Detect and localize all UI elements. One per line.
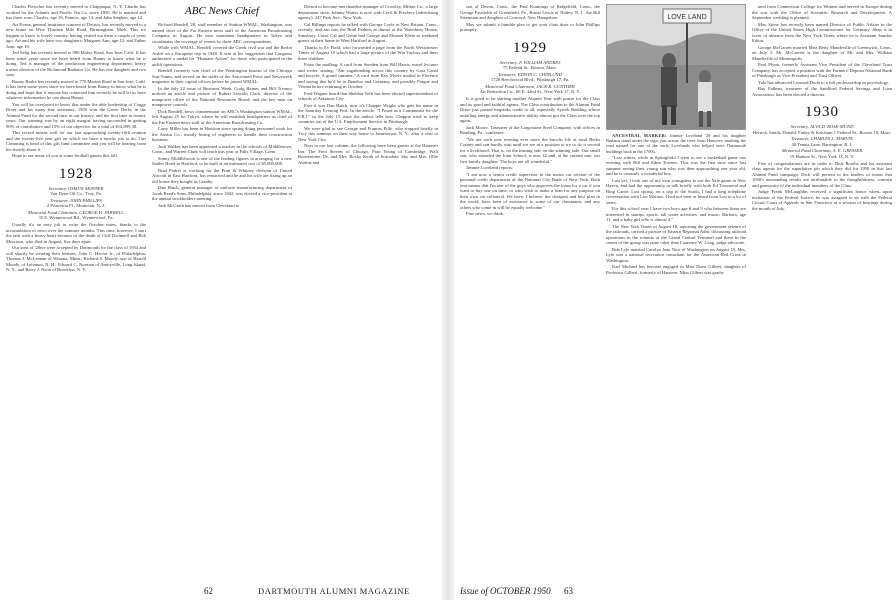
class-officer	[460, 60, 600, 71]
right-column-3	[752, 4, 892, 592]
paragraph: Jack McGrath has moved from Cleveland to	[158, 202, 240, 208]
class-officer	[460, 84, 600, 95]
class-officer	[6, 210, 146, 221]
officer-address: 35 E. Wynnewood Rd., Wynnewood, Pa.	[38, 215, 114, 221]
paragraph: Dick Rendell, news commentator on ABC's Washington station WMAL, left August 25 for Tokyo, where he will establish headquarters as chief of the Far Eastern news staff of the American Broadcasting Co.	[152, 108, 292, 125]
paragraph: son of Devon, Conn., the Paul Kramings of Ridgefield, Conn., the George Fairfields of Greenfield, Pa., Bruno Lewis of Nutley, N. J., the Bill Steenman and daughter of Concord, New Hampshire.	[460, 4, 600, 20]
officer-address: Herrick, Smith, Donald, Farley & Ketchum 1 Federal St., Boston 10, Mass.	[752, 129, 892, 135]
paragraph: Art Evans, general insurance concern of Detroit, has recently moved to a new home on Wise Thirteen Mile Road, Birmingham, Mich. This we happen to know is lovely country, having visited out there a couple of years ago. Art and his wife have two daughters: Margaret Ann, age 12; and Father Joan, age 10.	[6, 21, 146, 49]
left-column-1	[6, 4, 146, 592]
right-column-2	[606, 4, 746, 592]
paragraph: You will be overjoyed to know that under the able leadership of Coggy Broer and his many fine assistants, 1950 won the Green Derby in the Alumni Fund for the second time in our history, and the first time in twenty years. Our winning was by an eight margin, having succeeded in getting 90% of contributors and 15% of our objective for a total of $14,899.38.	[6, 101, 146, 129]
paragraph: First it was Dan Hatch, now it's Chappie Wright who gets his name in the Saturday Evening Post. In the article, "I Posed as a Communist for the F.B.I." in the July 15 issue the author tells how Chappie tried to keep commies out of the U.S. Employment Service in Pittsburgh.	[298, 102, 438, 124]
paragraph: Charles Fleischer has recently moved to Chappaqua, N. Y. Charlie has worked for the Atlantic and Pacific Tea Co. since 1950. He is married and has three sons: Charles, age 16, Francis, age 14; and John Stephen, age 12.	[6, 4, 146, 20]
class-year-heading: 1930	[805, 104, 839, 120]
paragraph: We were glad to see George and Frances Pillo, who stopped briefly in Troy this summer on their way home to Jamestown, N. Y., after a visit to New York City.	[298, 125, 438, 142]
officer-address: 2 Princeton Pl., Montclair, N. J.	[46, 203, 106, 209]
paragraph: "Last winter, while in Springfield I went to see a basketball game one evening with Bill and Edna Townes. This was the first time since last summer seeing their young son who was then approaching one year old, and he is certainly a wonderful boy.	[606, 154, 746, 177]
paragraph: In the July 22 issue of Business Week, Craig Haines and Bill Treanor noticed an article and picture of Robert Lincoln Clark, director of the manpower office of the National Resources Board, and the key man on manpower controls.	[152, 85, 292, 107]
magazine-masthead: DARTMOUTH ALUMNI MAGAZINE	[258, 586, 410, 596]
left-column-2	[152, 4, 292, 592]
paragraph: Next to our last column, the following have been guests at the Hanover Inn: The Fred Steeres of Chicago, Fran Young of Cambridge, Walt Brownstone, Dr. and Mrs. Rocky Keith of Scarsdale, Sky and Mrs. Ollie Andrus and	[298, 143, 438, 165]
paragraph: It is good to be starting another Alumni Year with praise for the Class and its good and faithful agents. The Class contribution to the Alumni Fund Drive just passed bespeaks credit to all, especially Sywek Redding whose unfailing energy and administrative ability almost got the Class over the top again.	[460, 96, 600, 124]
paragraph: Bob Lyle married Carolyn Jean Nice of Washington on August 19. Mrs. Lyle was a national recreation consultant for the American Red Cross in Washington.	[606, 246, 746, 263]
ancestral-marker-photo	[606, 4, 746, 130]
paragraph: Cal Billings reports he talked with George Coyle in New Britain, Conn., recently, and ran into the Brad Parkers at dinner at the Waterbury House, Simsbury, Conn. Cal and Genie had George and Eleanor Klein as weekend guests at their home in West Hartford in August.	[298, 21, 438, 43]
caption-lead: ANCESTRAL MARKER:	[612, 133, 667, 138]
article-heading: ABC News Chief	[185, 5, 259, 17]
officer-role: Secretary, ALVA D. ROSE-MUND	[790, 124, 854, 129]
paragraph: "We are each year evening ever more the bucolic life at rural Berks County and can hardly wait until we are in a position to try to do it second for a livelihood. That is, on the leaning side on the winning side. Our small son, who attended the Joint School, is now 12 and, at the current rate, our first family daughter. The boys are all wonderful."	[460, 136, 600, 164]
officer-address: 30 Tennis Lane, Barrington, R. I.	[791, 141, 853, 147]
paragraph: Our sons of '28ers were accepted by Dartmouth for the class of 1954 and will shortly be wearing their beanies: John C. Hector Jr., of Philadelphia, Thomas J. McLennan of Winona, Minn., Richard S. Moody, son of Harold Moody, of Lebanon, N. H., Edward C. Norman of Amityville, Long Island, N. Y., and Barry J. Neon of Brooklyn, N. Y.	[6, 245, 146, 273]
paragraph: Fred Wagner heard that Sheldon Tefft has been elected superintendent of schools of Arkansas City.	[298, 90, 438, 101]
paragraph: Brad Parker is working for the Pratt & Whitney division of United Aircraft in East Hartford, has remarried and he and his wife are fixing up an old house they bought in Granby.	[152, 167, 292, 184]
page-number: 62	[204, 586, 213, 596]
officer-address: Van Dyne Oil Co., Troy, Pa.	[50, 191, 102, 197]
left-column-3	[298, 4, 438, 592]
class-officer	[752, 136, 892, 147]
paragraph: Jack Walker has been appointed a teacher in the schools of Middletown, Conn., and Warren Clark will teach this year at Falls Village, Conn.	[152, 143, 292, 154]
officer-role: Treasurer, JOHN PHILLIPS	[50, 197, 102, 203]
paragraph: George McGarrett married Miss Betty Mandeville of Greenwich, Conn., on July 5. Mr. McGarrett is the daughter of Mr. and Mrs. William Mandeville of Minneapolis.	[752, 44, 892, 61]
paragraph: May Stone has recently been named Director of Public Affairs in the Office of the United States High Commissioner for Germany. Shep is in favor of absence from the New York Times where he is Assistant Sunday Editor.	[752, 21, 892, 43]
officer-address: 1728 Beechwood Blvd., Pittsburgh 17, Pa.	[490, 77, 570, 83]
class-year-heading: 1929	[513, 39, 547, 56]
paragraph: Ray Falkner, treasurer of the Sandford Federal Savings and Loan Association, has been elected a director.	[752, 86, 892, 97]
paragraph: While with WMAL, Rendell covered the Greek civil war and the Berlin Airlift on a European trip in 1948. It was at his suggestion that Congress authorized a medal for "Humane Action" for those who participated in the airlift operations.	[152, 45, 292, 67]
class-officer	[6, 198, 146, 209]
paragraph: Larry Miller has been in Houston since spring doing personnel work for the Austin Co., mostly hiring of engineers to handle their construction business.	[152, 126, 292, 142]
paragraph: Fine news, we think.	[466, 211, 505, 217]
class-officer	[460, 72, 600, 83]
paragraph: For this school year I have two boys age 6 and 9 who between them are interested in stamps, sports, tall water activities, and music; Barbara, age 11, and a baby girl who is almost 2."	[606, 206, 746, 223]
class-year-heading: 1928	[59, 165, 93, 182]
paragraph: Dan Hatch, general manager of uniform manufacturing department of Jacob Reed's Sons, Philadelphia, since 1942, was elected a vice-president at the annual stockholders meeting.	[152, 185, 292, 201]
issue-date: Issue of OCTOBER 1950	[460, 586, 551, 596]
paragraph: From the mailbag: A card from Sweden from Bill Harris, travel lecturer and writer, stating, "Am vagabonding across this country by Gota Canal and bicycle. A grand summer." A card from Roy Myers mailed in Florence and saying that he'd be in Benelux and Germany, and possibly Prague and Vienna before returning in October.	[298, 62, 438, 89]
paragraph: Detroit to become merchandise manager of Crowley, Milner Co., a large department store. Johnny Waters is now with Cecil & Presbrey (advertising agency), 247 Park Ave., New York.	[298, 4, 438, 20]
paragraph: "I am now a senior credit supervisor in the motor car section of the personal credit department of the National City Bank of New York. Both fear means that I'm one of the guys who approves the loans for a car if you want to buy one on time, or who wish to make a loan for any purpose on their own car collateral. We have, I believe, the cheapest and best plan in the world, have been of assistance to some of our classmates, and any others who come in will be equally welcome."	[460, 171, 600, 210]
officer-role: Treasurer, EDWIN C. CHINLUND	[498, 71, 562, 77]
class-officer	[752, 124, 892, 135]
svg-text:LOVE LAND: LOVE LAND	[667, 14, 707, 21]
right-column-1	[460, 4, 600, 592]
officer-role: Secretary, OSMUN SKINNER	[48, 185, 104, 191]
paragraph: Karl Michael has become engaged to Miss Doris Gilbert, daughter of Professor Gilbert, formerly of Hanover. Miss Gilbert was gradu-	[606, 264, 746, 275]
page-gutter	[442, 0, 454, 600]
paragraph: Thanks to Ev Field, who forwarded a page from the North Westchester Times of August 10 which had a large picture of the Win Taylors and their three children.	[298, 44, 438, 61]
class-officer	[752, 148, 892, 159]
right-page	[454, 0, 896, 600]
class-officer	[6, 186, 146, 197]
officer-address: 19 Hudson St., New York 13, N. Y.	[789, 153, 855, 159]
photo-illustration	[607, 5, 746, 130]
paragraph: Five of congratulations are in order to Dick Booths and his assistant class agents for the superlative job which they did for 1950 in this last Alumni Fund campaign. Dick will present to the leaders of teams that 1950's outstanding results are attributable to the thoughtfulness, concern and generosity of the individual members of the Class.	[752, 160, 892, 188]
caption-text: Jimmie Loveland '29 and his daughter Barbara stand under the sign, just across the river from Hanover, marking the road named for one of the early Lovelands who helped erect Dartmouth buildings back in the 1700's.	[606, 133, 746, 154]
left-page	[0, 0, 442, 600]
paragraph: Ted Selig has recently moved to 990 Maloy Road, San Jose, Calif. It has been some years since we have heard from Bunny to know what he is doing. Ted is manager of the production engineering department, heavy tractor division of the Richmond Radiator Co. He has one daughter and two sons.	[6, 50, 146, 77]
officer-role: Treasurer, CHARLES L. MARVIN	[791, 136, 853, 142]
paragraph: Sonny Middlebrook is one of the leading figures in arranging for a new Statler Hotel in Hartford, to be built at an estimated cost of $5,000,000.	[152, 155, 292, 166]
officer-address: 75 Federal St., Boston, Mass.	[502, 65, 558, 71]
paragraph: Paul Flynn, formerly Assistant Vice President of the Cleveland Trust Company, has accepted a position with the Farmers' Deposit National Bank of Pittsburgh as Vice-President and Trust Officer.	[752, 62, 892, 78]
paragraph: Richard Rendell '28, staff member of Station WMAL, Washington, was named chief of the Far Eastern news staff of the American Broadcasting Company in August. He now maintains headquarters in Tokyo and coordinates the coverage of events by three ABC correspondents.	[152, 22, 292, 44]
paragraph: This record means well for our fast approaching twenty-fifth reunion and the twenty-five year gift on which we have a terrific job to do. Gus Cumming is head of this gift fund committee and you will be hearing from his shortly about it.	[6, 130, 146, 152]
officer-role: Secretary, F. WILLIAM ANDRES	[499, 59, 561, 65]
paragraph: Rendell formerly was chief of the Washington bureau of the Chicago Sun-Times, and served on the staffs of the Associated Press and Newsweek magazine in their capital offices before he joined WMAL.	[152, 68, 292, 84]
paragraph: Jack Moore, Treasurer of the Cargostone Steel Company, with offices in Reading, Pa., confesses:	[460, 124, 600, 136]
paragraph: Hope to see many of you at some football games this fall.	[12, 153, 118, 158]
officer-role: Memorial Fund Chairman, JACK R. GUNTHER	[485, 83, 575, 89]
paragraph: Bunny Burke has recently moved to 770 Marina Road in San Jose, Calif. It has been some years since we have heard from Bunny to know what he is doing and hope that if anyone has contacted him recently he will let us have whatever information he can about Bunny.	[6, 78, 146, 100]
page-number: 63	[564, 586, 573, 596]
paragraph: ated from Connecticut College for Women and served in Europe during the war with the Office of Scientific Research and Development. A September wedding is planned.	[752, 4, 892, 20]
paragraph: Judge Frank McLaughlin received a significant honor when, upon invitation of the Federal Justice, he was assigned to sit with the Federal Circuit Court of Appeals in San Francisco at a session of hearings during the month of July.	[752, 189, 892, 211]
paragraph: Usually it's an easy job to write the October notes, thanks to the accumulation of news over the summer months. This time, however, I start the task with a heavy heart because of the death of Cliff Dwinnell and Bob Morrison, who died in August, five days apart.	[6, 222, 146, 244]
paragraph: Jimmie Loveland reports:	[466, 165, 514, 171]
paragraph: Last yet, I took one of my own youngsters to see the Yale game in New Haven, and had the opportunity to talk briefly with both Ed Townsend and Bing Carter. Last spring, on a trip to the South, I had a long telephone conversation with Lou Morriss. I had not seen or heard from Lou in a lot of years.	[606, 177, 746, 205]
paragraph: Yale has advanced Leonard Doob to a full professorship in psychology.	[758, 79, 890, 85]
photo-caption	[606, 133, 746, 154]
paragraph: May we submit a humble plea to get your class dues to John Phillips promptly.	[460, 21, 600, 32]
paragraph: The New York Times of August 18, reporting the government seizure of the railroads, carried a picture of Eastern Regional Adm. discussing railroad operations in the rotunda of the Grand Central Terminal and there in the center of the group was none other than Laurence W. Long, judge advocate.	[606, 223, 746, 246]
officer-role: Memorial Fund Chairman, A. E. GRESSER	[781, 148, 863, 154]
officer-address: Air Reduction Co., 60 E. 42nd St., New York 17, N. Y.	[479, 89, 581, 95]
officer-role: Memorial Fund Chairman, GEORGE H. FARWELL	[28, 209, 124, 215]
